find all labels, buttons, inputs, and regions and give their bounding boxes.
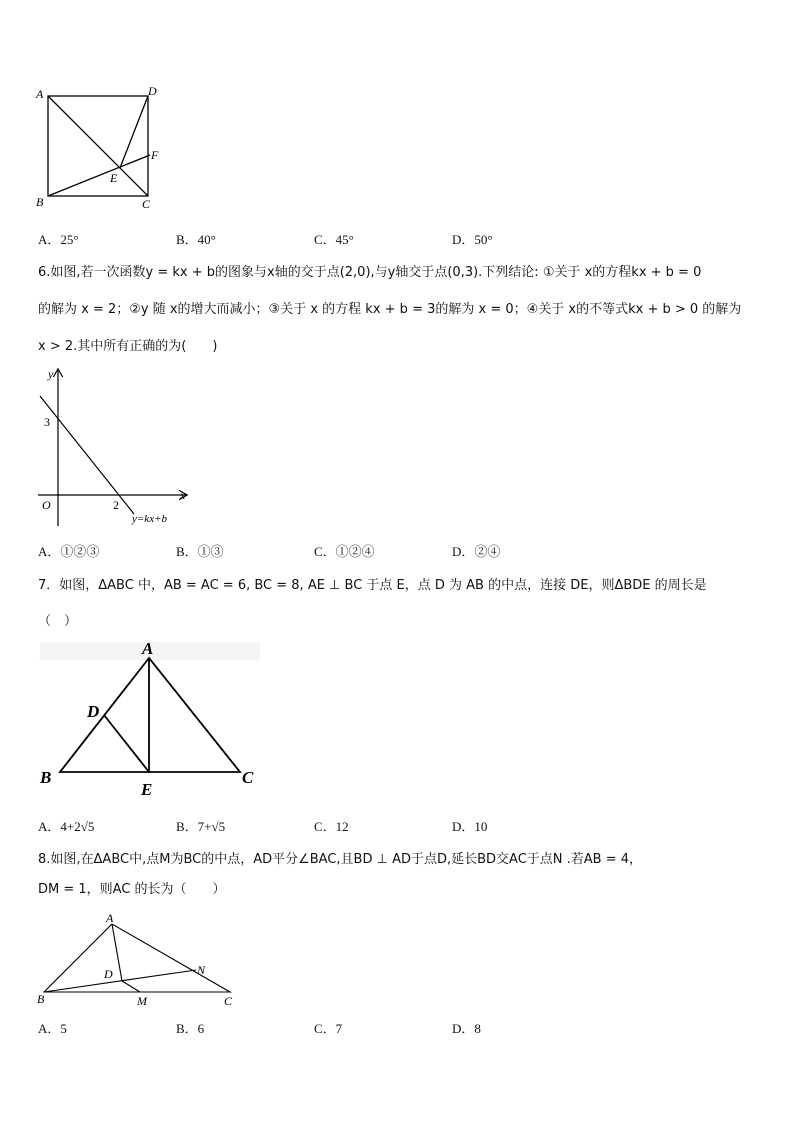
q8-option-d[interactable]: D．8 [452,1021,481,1036]
q7-stem-line1: 7．如图，ΔABC 中，AB = AC = 6, BC = 8, AE ⊥ BC 于点 E，点 D 为 AB 的中点，连接 DE，则ΔBDE 的周长是 [38,578,707,593]
label-c: C [142,197,151,211]
q8-option-b[interactable]: B．6 [176,1021,205,1036]
label-f: F [151,148,159,162]
y-axis-label: y [48,367,54,381]
segment-ad [112,924,122,981]
q6-option-b[interactable]: B．①③ [176,544,224,559]
label-a: A [106,911,114,925]
q6-stem-line3: x > 2.其中所有正确的为( ) [38,339,218,354]
label-m: M [137,994,147,1008]
q5-option-a[interactable]: A．25° [38,232,79,247]
q8-option-c[interactable]: C．7 [314,1021,343,1036]
label-c: C [242,768,254,787]
label-n: N [197,963,206,977]
q6-option-d[interactable]: D．②④ [452,544,501,559]
q5-option-b[interactable]: B．40° [176,232,216,247]
label-b: B [40,768,52,787]
label-a: A [142,639,154,658]
q8-stem-line1: 8.如图,在ΔABC中,点M为BC的中点，AD平分∠BAC,且BD ⊥ AD于点D,延长BD交AC于点N .若AB = 4， [38,852,643,867]
q6-graph [30,362,200,532]
q5-option-c[interactable]: C．45° [314,232,354,247]
function-line [40,396,134,514]
label-e: E [110,171,118,185]
q7-figure [36,636,266,802]
label-e: E [141,780,153,799]
q7-option-a[interactable]: A．4+2√5 [38,819,95,834]
q8-stem-line2: DM = 1，则AC 的长为（ ） [38,882,226,897]
label-b: B [36,195,44,209]
segment-de [104,715,149,772]
tick-2: 2 [113,498,119,512]
segment-bf [48,155,150,196]
label-b: B [37,992,45,1006]
segment-dm [122,981,140,992]
label-a: A [36,87,44,101]
q7-option-b[interactable]: B．7+√5 [176,819,226,834]
x-axis-label: x [180,488,186,502]
label-c: C [224,994,233,1008]
q7-option-c[interactable]: C．12 [314,819,349,834]
q8-figure [34,908,244,1010]
line-equation: y=kx+b [132,513,167,525]
label-d: D [148,84,157,98]
q5-figure [30,80,170,215]
q6-option-a[interactable]: A．①②③ [38,544,100,559]
q6-stem-line2: 的解为 x = 2；②y 随 x的增大而减小；③关于 x 的方程 kx + b = 3的解为 x = 0；④关于 x的不等式kx + b > 0 的解为 [38,302,742,317]
label-d: D [104,967,113,981]
label-d: D [87,702,100,721]
q8-option-a[interactable]: A．5 [38,1021,67,1036]
q6-option-c[interactable]: C．①②④ [314,544,375,559]
q6-stem-line1: 6.如图,若一次函数y = kx + b的图象与x轴的交于点(2,0),与y轴交于点(0,3).下列结论: ①关于 x的方程kx + b = 0 [38,265,702,280]
q5-option-d[interactable]: D．50° [452,232,493,247]
q7-stem-line2: （ ） [38,614,78,629]
segment-bn [44,970,196,992]
tick-3: 3 [44,415,50,429]
q7-option-d[interactable]: D．10 [452,819,488,834]
diagonal-ac [48,96,148,196]
origin-label: O [42,498,51,512]
triangle-abc [44,924,230,992]
